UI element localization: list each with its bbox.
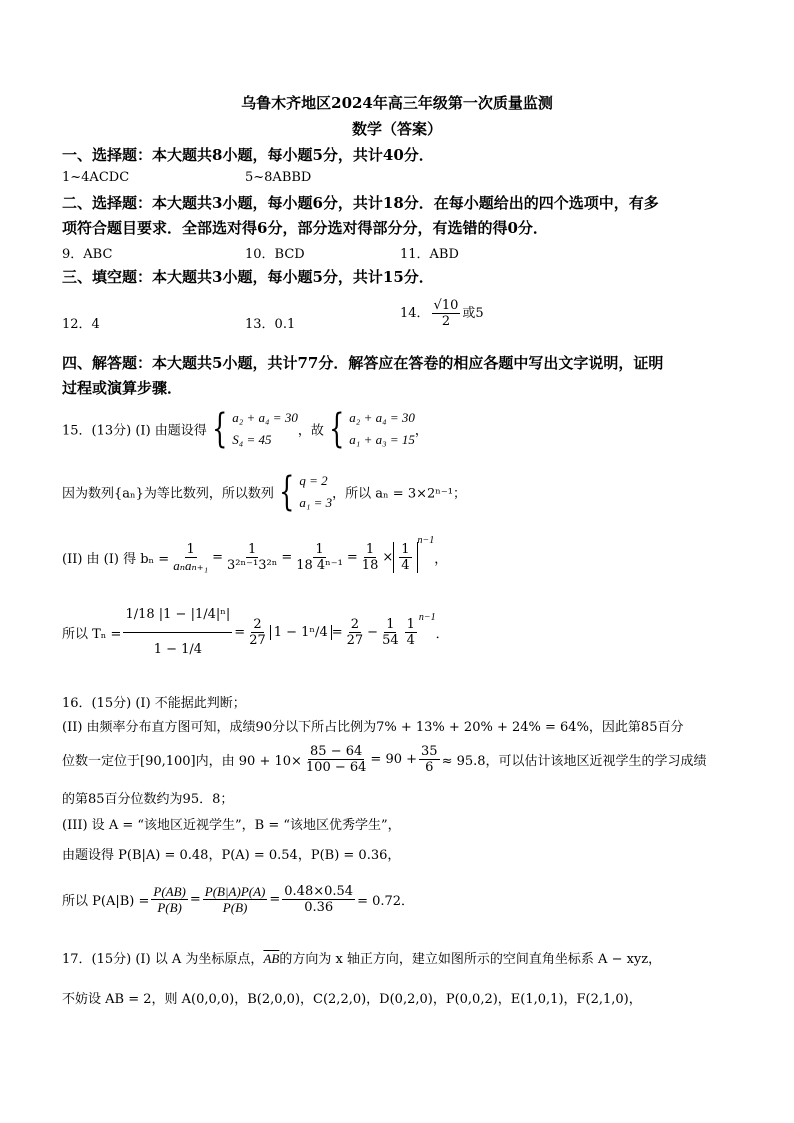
equals-sign: =: [189, 892, 201, 907]
q17-l1-prefix: 17．(15分) (I) 以 A 为坐标原点，: [62, 952, 264, 967]
equation-system-1: [232, 407, 298, 451]
frac-den: 6: [425, 760, 434, 775]
fraction: [203, 884, 268, 915]
section1-answers-b: 5~8ABBD: [245, 170, 312, 185]
frac-num: 1: [186, 542, 195, 557]
frac-num: 2: [350, 617, 360, 632]
q16-l3-end: ≈ 95.8，可以估计该地区近视学生的学习成绩: [441, 754, 707, 769]
q16-l3-prefix: 位数一定位于[90,100]内，由 90 + 10×: [62, 754, 302, 769]
fraction: [247, 617, 268, 648]
section2-heading-line2: 项符合题目要求．全部选对得6分，部分选对得部分分，有选错的得0分．: [62, 219, 548, 237]
exponent: n−1: [417, 535, 435, 546]
q17-line2: 不妨设 AB = 2，则 A(0,0,0)，B(2,0,0)，C(2,2,0)，D(0,2,0)，P(0,0,2)，E(1,0,1)，F(2,1,0)，: [62, 992, 642, 1007]
q16-l3-mid: = 90 +: [370, 752, 418, 767]
frac-num: 2: [253, 617, 262, 632]
q15-l3-prefix: (II) 由 (I) 得 bₙ =: [62, 552, 170, 567]
frac-num: 1: [315, 542, 324, 557]
abs-bracket: 1 − 1ⁿ/4: [270, 625, 332, 640]
frac-den: 4: [401, 558, 410, 573]
q15-l3-end: ，: [434, 552, 448, 567]
equals-sign: =: [269, 892, 281, 907]
minus-sign: −: [367, 625, 379, 640]
frac-num: 35: [421, 744, 438, 759]
fraction: [405, 617, 417, 648]
answer-14-tail: 或5: [462, 306, 484, 321]
q17-line1: [62, 948, 661, 967]
brace-icon: {: [328, 406, 345, 452]
equals-sign: =: [281, 550, 293, 565]
q16-line7: [62, 884, 414, 915]
page-subtitle: 数学（答案）: [351, 120, 442, 138]
q16-l7-end: = 0.72．: [357, 894, 415, 909]
brace-icon: {: [279, 469, 295, 515]
frac-num: 0.48×0.54: [284, 884, 354, 899]
fraction: [345, 617, 366, 648]
frac-den: 27: [249, 633, 266, 648]
q15-l1-end: ，: [414, 423, 428, 439]
frac-den: 2: [441, 314, 451, 329]
section2-heading-line1: 二、选择题：本大题共3小题，每小题6分，共计18分．在每小题给出的四个选项中，有多: [62, 194, 659, 212]
frac-den: 1 − 1/4: [153, 642, 203, 657]
answer-12: 12．4: [62, 317, 100, 332]
frac-den: 18: [361, 558, 379, 573]
q17-l1-end: 的方向为 x 轴正方向，建立如图所示的空间直角坐标系 A − xyz，: [279, 952, 662, 967]
q15-line4: [62, 598, 449, 667]
q16-line1: 16．(15分) (I) 不能据此判断；: [62, 696, 246, 711]
brace-icon: {: [211, 406, 228, 452]
equals-sign: =: [346, 550, 358, 565]
fraction: [225, 542, 279, 573]
exponent: n−1: [418, 612, 436, 623]
q16-line2: (II) 由频率分布直方图可知，成绩90分以下所占比例为7% + 13% + 20% + 24% = 64%，因此第85百分: [62, 720, 684, 735]
answer-13: 13．0.1: [245, 317, 296, 332]
fraction: [171, 542, 210, 573]
frac-num: 1: [365, 542, 375, 557]
q15-line2: [62, 470, 466, 514]
answer-9: 9．ABC: [62, 247, 113, 262]
equals-sign: =: [212, 550, 224, 565]
q15-line1: [62, 407, 428, 451]
frac-num: 1: [406, 617, 415, 632]
fraction: [399, 542, 411, 573]
q16-line6: 由题设得 P(B|A) = 0.48，P(A) = 0.54，P(B) = 0.36，: [62, 848, 401, 863]
frac-num: 1/18 |1 − |1/4|ⁿ|: [123, 598, 232, 633]
sys-row: S₄ = 45: [232, 432, 272, 447]
page-title: 乌鲁木齐地区2024年高三年级第一次质量监测: [241, 94, 553, 112]
frac-num: 1: [401, 542, 410, 557]
frac-num: 1: [248, 542, 257, 557]
answer-10: 10．BCD: [245, 247, 305, 262]
equation-system-2: [349, 407, 415, 451]
frac-den: 4: [406, 633, 415, 648]
answer-14-label: 14．: [400, 306, 430, 321]
frac-num: 85 − 64: [310, 744, 363, 759]
sys-row: a₁ = 3: [299, 495, 333, 510]
frac-den: 100 − 64: [305, 760, 367, 775]
q16-line5: (III) 设 A = “该地区近视学生”，B = “该地区优秀学生”，: [62, 818, 401, 833]
section1-answers-a: 1~4ACDC: [62, 170, 130, 185]
times-sign: ×: [382, 550, 394, 565]
sys-row: q = 2: [299, 473, 328, 488]
answer-11: 11．ABD: [400, 247, 459, 262]
fraction: [380, 617, 401, 648]
frac-den: aₙaₙ₊₁: [173, 558, 209, 573]
sys-row: a₂ + a₄ = 30: [232, 410, 298, 425]
frac-num: 1: [386, 617, 395, 632]
frac-num: √10: [433, 298, 459, 313]
big-fraction: [123, 598, 232, 667]
q16-l7-prefix: 所以 P(A|B) =: [62, 894, 150, 909]
frac-den: 27: [346, 633, 364, 648]
equals-sign: =: [234, 625, 246, 640]
q16-line3: [62, 744, 707, 775]
equals-sign: =: [331, 625, 343, 640]
section1-heading: 一、选择题：本大题共8小题，每小题5分，共计40分．: [62, 146, 434, 164]
frac-den: 18 4ⁿ⁻¹: [296, 558, 343, 573]
q15-l2-prefix: 因为数列{aₙ}为等比数列，所以数列: [62, 486, 274, 502]
frac-num: P(B|A)P(A): [204, 884, 266, 899]
q16-line4: 的第85百分位数约为95．8；: [62, 792, 234, 807]
sys-row: a₂ + a₄ = 30: [349, 410, 415, 425]
q15-l1-mid: ，故: [297, 423, 324, 439]
q15-l2-end: ，所以 aₙ = 3×2ⁿ⁻¹；: [332, 486, 466, 502]
frac-den: 3²ⁿ⁻¹3²ⁿ: [227, 558, 278, 573]
section4-heading-line1: 四、解答题：本大题共5小题，共计77分．解答应在答卷的相应各题中写出文字说明，证明: [62, 354, 664, 372]
vector-ab: $\overline{AB}$: [263, 951, 280, 966]
frac-den: P(B): [157, 900, 182, 915]
q15-l4-end: ．: [435, 627, 449, 642]
section3-heading: 三、填空题：本大题共3小题，每小题5分，共计15分．: [62, 268, 434, 286]
sys-row: a₁ + a₃ = 15: [349, 432, 415, 447]
fraction: [151, 884, 187, 915]
answer-14: [400, 298, 484, 329]
answer-14-fraction: [432, 298, 461, 329]
q15-l4-prefix: 所以 Tₙ =: [62, 627, 122, 642]
section4-heading-line2: 过程或演算步骤．: [62, 379, 183, 397]
equation-system-3: [299, 470, 332, 514]
q15-line3: [62, 535, 447, 573]
frac-den: 0.36: [304, 900, 334, 915]
fraction: [419, 744, 440, 775]
fraction: [304, 744, 369, 775]
frac-den: 54: [382, 633, 399, 648]
fraction: [360, 542, 381, 573]
fraction: [294, 542, 345, 573]
abs-bracket: [393, 542, 417, 573]
fraction: [282, 884, 355, 915]
q15-l1-prefix: 15．(13分) (I) 由题设得: [62, 423, 207, 439]
frac-den: P(B): [222, 900, 248, 915]
frac-num: P(AB): [153, 884, 186, 899]
